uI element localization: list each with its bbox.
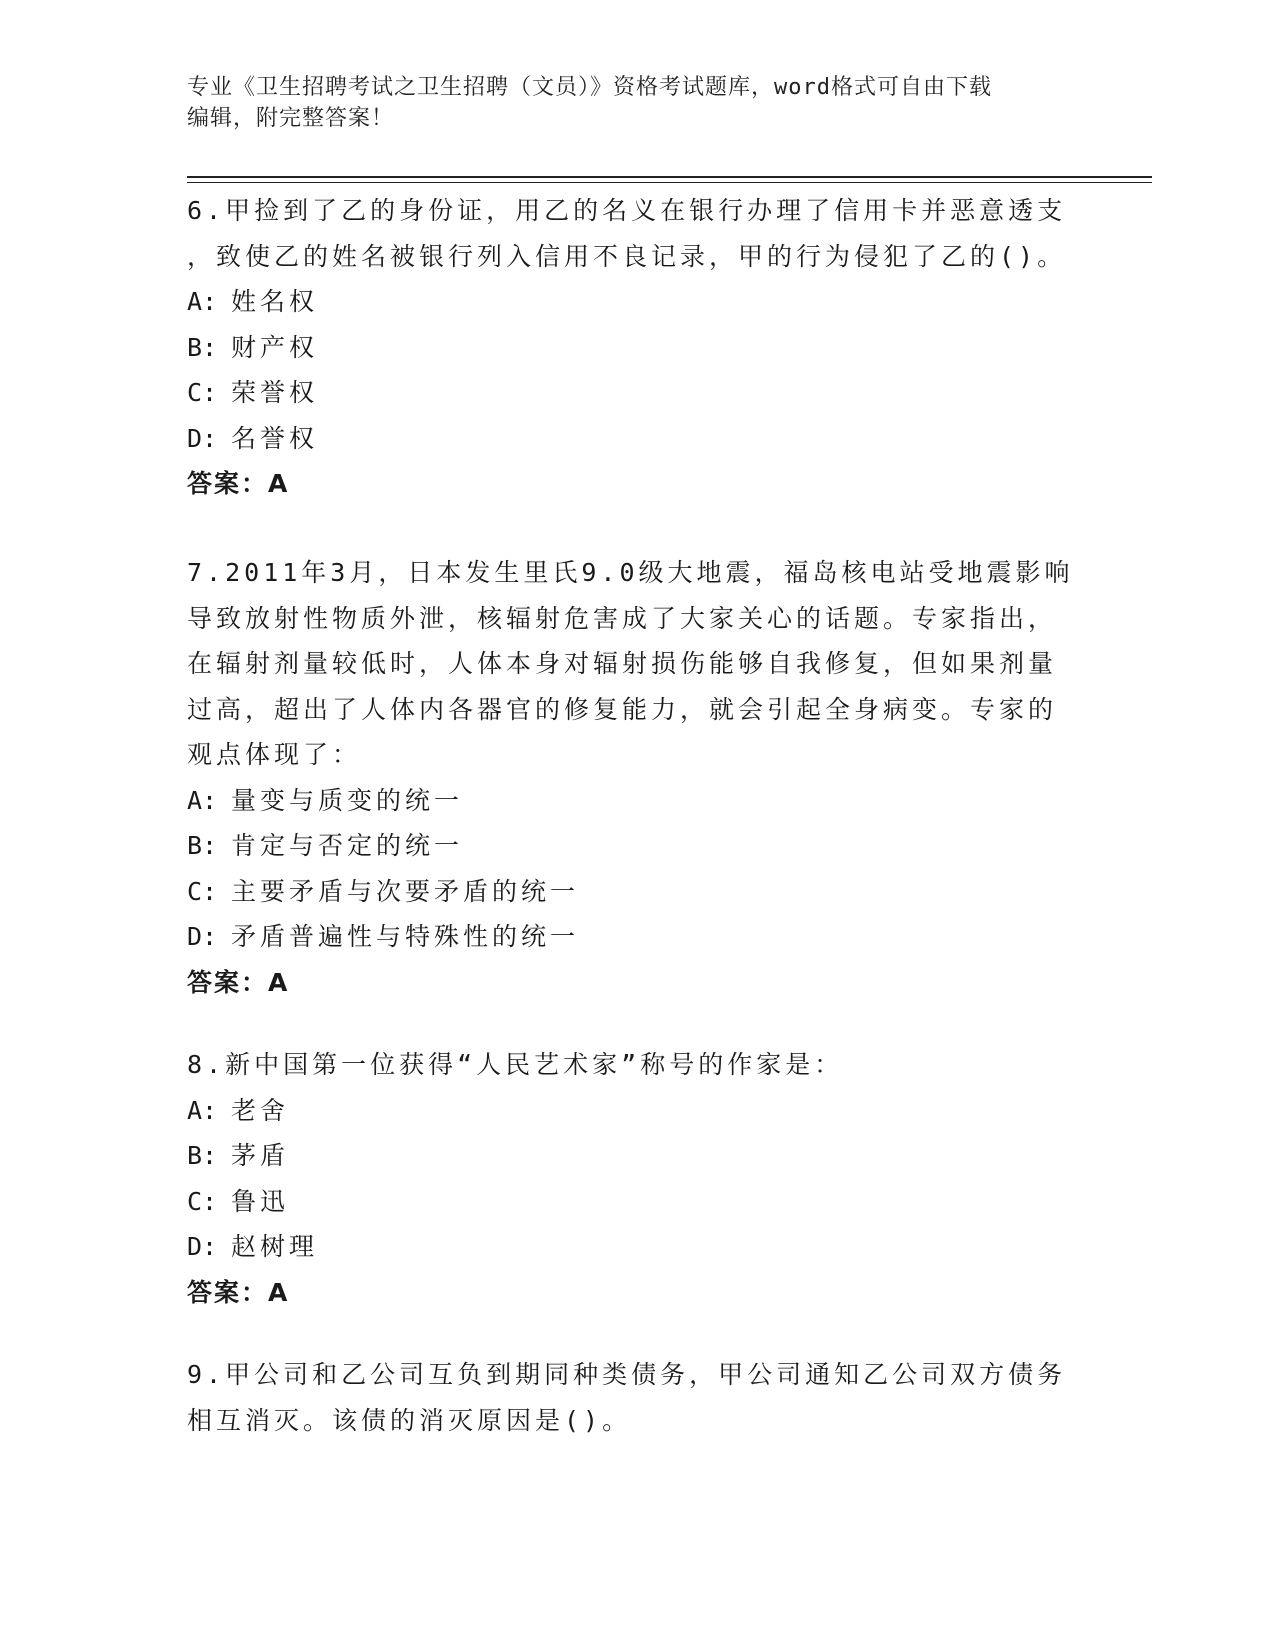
question-stem	[187, 188, 1087, 279]
answer-line: 答案：A	[187, 967, 290, 997]
option-b	[187, 1133, 1087, 1179]
option-text: 名誉权	[231, 423, 319, 453]
option-text: 赵树理	[231, 1232, 319, 1261]
option-text: 荣誉权	[231, 378, 319, 407]
option-c	[187, 1179, 1087, 1225]
option-letter: B:	[187, 1141, 218, 1170]
option-letter: B:	[187, 332, 218, 362]
option-b	[187, 823, 1087, 869]
question-stem	[187, 550, 1087, 778]
answer-line: 答案：A	[187, 1277, 290, 1307]
header-divider-thin	[187, 182, 1152, 183]
question-7	[187, 550, 1087, 1005]
option-letter: C:	[187, 378, 218, 407]
stem-line: 8.新中国第一位获得“人民艺术家”称号的作家是：	[187, 1050, 844, 1079]
question-6	[187, 188, 1087, 507]
option-letter: D:	[187, 423, 218, 453]
header-line-1: 专业《卫生招聘考试之卫生招聘（文员）》资格考试题库，word格式可自由下载	[187, 75, 992, 100]
option-letter: A:	[187, 1095, 218, 1125]
option-letter: A:	[187, 785, 218, 815]
stem-line: 7.2011年3月，日本发生里氏9.0级大地震，福岛核电站受地震影响	[187, 558, 1074, 587]
option-letter: C:	[187, 1186, 218, 1216]
option-text: 肯定与否定的统一	[231, 831, 464, 860]
option-text: 姓名权	[231, 287, 319, 316]
option-letter: D:	[187, 922, 218, 951]
stem-line: 6.甲捡到了乙的身份证，用乙的名义在银行办理了信用卡并恶意透支	[187, 196, 1067, 225]
option-letter: D:	[187, 1232, 218, 1261]
header-line-2: 编辑，附完整答案！	[187, 106, 395, 131]
option-d	[187, 416, 1087, 462]
option-text: 量变与质变的统一	[231, 785, 464, 815]
option-text: 矛盾普遍性与特殊性的统一	[231, 922, 580, 951]
stem-line: 观点体现了：	[187, 740, 362, 769]
question-8	[187, 1042, 1087, 1315]
option-text: 鲁迅	[231, 1186, 290, 1216]
question-9	[187, 1352, 1087, 1443]
option-c	[187, 869, 1087, 915]
stem-line: 在辐射剂量较低时，人体本身对辐射损伤能够自我修复，但如果剂量	[187, 649, 1058, 678]
option-text: 财产权	[231, 332, 319, 362]
option-text: 老舍	[231, 1095, 290, 1125]
stem-line: 过高，超出了人体内各器官的修复能力，就会引起全身病变。专家的	[187, 694, 1058, 724]
option-b	[187, 325, 1087, 371]
option-d	[187, 1224, 1087, 1270]
option-a	[187, 1088, 1087, 1134]
option-text: 主要矛盾与次要矛盾的统一	[231, 876, 580, 906]
option-c	[187, 370, 1087, 416]
stem-line: ，致使乙的姓名被银行列入信用不良记录，甲的行为侵犯了乙的()。	[187, 241, 1067, 271]
answer-line: 答案：A	[187, 469, 290, 498]
document-header	[187, 72, 1087, 134]
option-d	[187, 914, 1087, 960]
header-divider-thick	[187, 176, 1152, 178]
question-stem	[187, 1352, 1087, 1443]
option-letter: B:	[187, 831, 218, 860]
stem-line: 导致放射性物质外泄，核辐射危害成了大家关心的话题。专家指出，	[187, 603, 1058, 633]
option-a	[187, 778, 1087, 824]
option-text: 茅盾	[231, 1141, 290, 1170]
option-letter: C:	[187, 876, 218, 906]
question-stem	[187, 1042, 1087, 1088]
option-letter: A:	[187, 287, 218, 316]
option-a	[187, 279, 1087, 325]
stem-line: 9.甲公司和乙公司互负到期同种类债务，甲公司通知乙公司双方债务	[187, 1360, 1067, 1389]
stem-line: 相互消灭。该债的消灭原因是()。	[187, 1405, 632, 1435]
